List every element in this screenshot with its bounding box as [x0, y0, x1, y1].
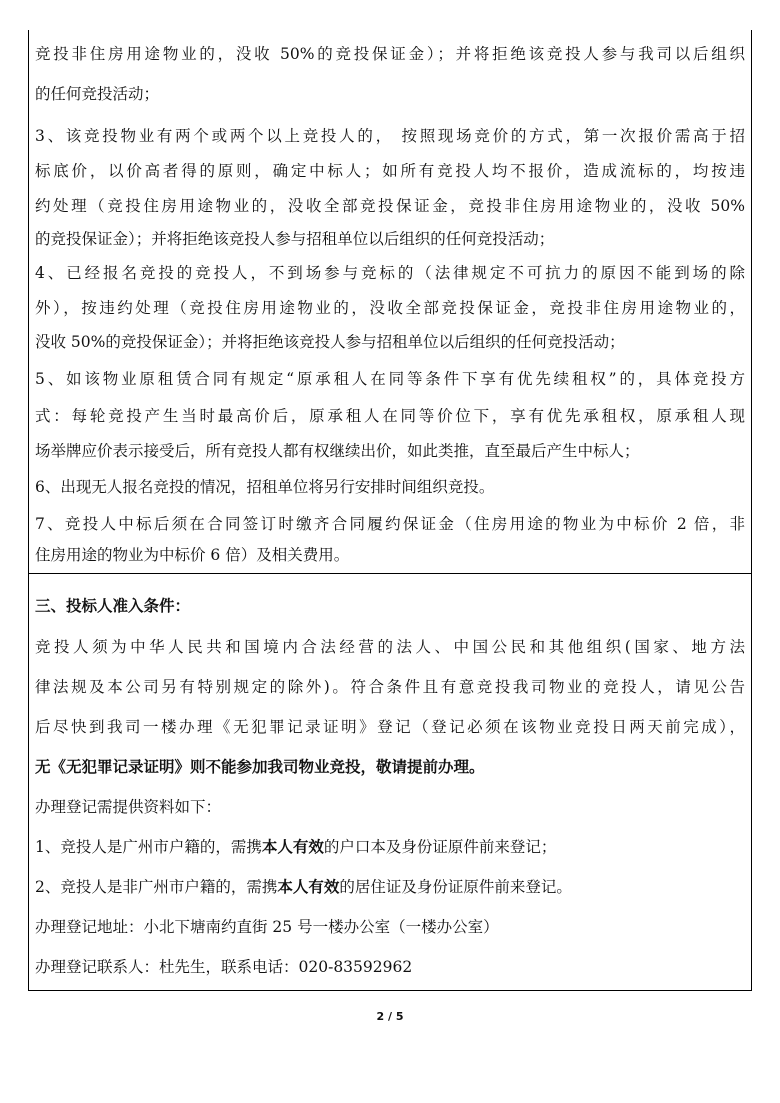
rule-line: 外），按违约处理（竞投住房用途物业的，没收全部竞投保证金，竞投非住房用途物业的， — [35, 299, 745, 317]
rule-line: 4、已经报名竞投的竞投人，不到场参与竞标的（法律规定不可抗力的原因不能到场的除 — [35, 264, 745, 282]
rule-line: 6、出现无人报名竞投的情况，招租单位将另行安排时间组织竞投。 — [35, 478, 495, 496]
section-heading: 三、投标人准入条件： — [35, 596, 191, 615]
rule-line: 约处理（竞投住房用途物业的，没收全部竞投保证金，竞投非住房用途物业的，没收 50% — [35, 197, 745, 215]
rule-line: 7、竞投人中标后须在合同签订时缴齐合同履约保证金（住房用途的物业为中标价 2 倍，非 — [35, 515, 745, 533]
table-cell-bidder-conditions — [28, 573, 752, 991]
page-number: 2 / 5 — [376, 1010, 404, 1023]
notice-bold-line: 无《无犯罪记录证明》则不能参加我司物业竞投，敬请提前办理。 — [35, 757, 485, 776]
rule-line: 的竞投保证金）；并将拒绝该竞投人参与招租单位以后组织的任何竞投活动； — [35, 230, 555, 248]
material-item-1: 1、竞投人是广州市户籍的，需携本人有效的户口本及身份证原件前来登记； — [35, 837, 557, 856]
rule-line: 住房用途的物业为中标价 6 倍）及相关费用。 — [35, 546, 350, 564]
rule-line: 没收 50%的竞投保证金）；并将拒绝该竞投人参与招租单位以后组织的任何竞投活动； — [35, 333, 625, 351]
conditions-line: 律法规及本公司另有特别规定的除外)。符合条件且有意竞投我司物业的竞投人，请见公告 — [35, 678, 745, 696]
conditions-line: 竞投人须为中华人民共和国境内合法经营的法人、中国公民和其他组织(国家、地方法 — [35, 638, 745, 656]
rule-line: 3、该竞投物业有两个或两个以上竞投人的， 按照现场竞价的方式，第一次报价需高于招 — [35, 127, 745, 145]
rule-line: 场举牌应价表示接受后，所有竞投人都有权继续出价，如此类推，直至最后产生中标人； — [35, 442, 640, 460]
rule-line: 竞投非住房用途物业的，没收 50%的竞投保证金）；并将拒绝该竞投人参与我司以后组织 — [35, 45, 745, 63]
registration-address: 办理登记地址：小北下塘南约直街 25 号一楼办公室（一楼办公室） — [35, 918, 499, 936]
material-item-2: 2、竞投人是非广州市户籍的，需携本人有效的居住证及身份证原件前来登记。 — [35, 877, 572, 896]
table-cell-bidding-rules — [28, 30, 752, 574]
registration-contact: 办理登记联系人：杜先生，联系电话：020-83592962 — [35, 958, 413, 976]
rule-line: 式：每轮竞投产生当时最高价后，原承租人在同等价位下，享有优先承租权，原承租人现 — [35, 407, 745, 425]
rule-line: 标底价，以价高者得的原则，确定中标人；如所有竞投人均不报价，造成流标的，均按违 — [35, 162, 745, 180]
materials-intro: 办理登记需提供资料如下： — [35, 798, 222, 816]
rule-line: 5、如该物业原租赁合同有规定“原承租人在同等条件下享有优先续租权”的，具体竞投方 — [35, 370, 745, 388]
conditions-line: 后尽快到我司一楼办理《无犯罪记录证明》登记（登记必须在该物业竞投日两天前完成）， — [35, 718, 745, 736]
rule-line: 的任何竞投活动； — [35, 85, 160, 103]
